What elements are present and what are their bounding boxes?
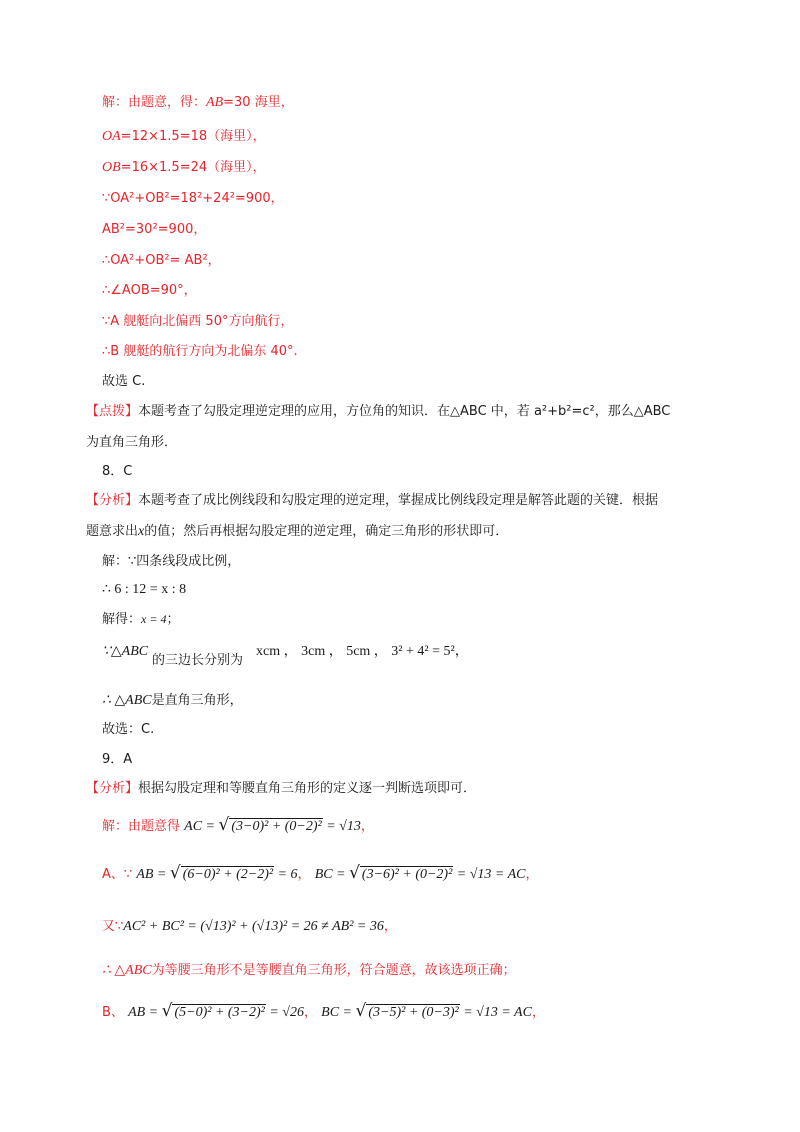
q9-b-rhs1: = √26 xyxy=(265,1005,304,1020)
q9-conclusion xyxy=(102,962,516,980)
q9-analysis-tag: 【分析】 xyxy=(86,781,139,796)
q7-line-7: ∴∠AOB=90°， xyxy=(102,283,197,298)
q9-b-radicand1: (5−0)² + (3−2)² xyxy=(174,1005,265,1020)
q9-b-lhs1: AB = xyxy=(128,1005,162,1020)
q9-option-a-post: ， xyxy=(525,867,539,882)
q9-again-label: 又∵ xyxy=(102,919,124,934)
q9-number: 9．A xyxy=(102,752,133,767)
q8-solution-3-pre: 解得： xyxy=(102,612,142,627)
q7-line-3-var: OB xyxy=(102,160,121,175)
q7-line-1-rest: =30 海里， xyxy=(223,95,294,110)
q9-a-lhs1: AB = xyxy=(136,867,170,882)
q8-solution-3 xyxy=(102,610,179,629)
q7-comment-line-2: 为直角三角形． xyxy=(86,435,178,450)
q7-comment-line-1 xyxy=(86,403,670,421)
q9-conclusion-pre: ∴ △ABC xyxy=(102,963,152,978)
q9-a-rhs1: = 6 xyxy=(274,867,298,882)
q9-option-a-math-1 xyxy=(136,863,298,883)
sqrt-symbol: √ (3−0)² + (0−2)² xyxy=(218,815,322,835)
q8-analysis-line-2 xyxy=(86,523,508,541)
q8-solution-3-math: x = 4 xyxy=(141,612,167,626)
q8-analysis-line-1 xyxy=(86,492,658,510)
q7-line-3 xyxy=(102,159,266,177)
q7-line-5: AB²=30²=900， xyxy=(102,222,207,237)
q9-analysis-text: 根据勾股定理和等腰直角三角形的定义逐一判断选项即可． xyxy=(138,781,477,796)
q9-option-a-sep: ， xyxy=(297,867,311,882)
q8-analysis-2-pre: 题意求出 xyxy=(86,524,139,539)
q9-solution-1-pre: 解：由题意得 xyxy=(102,819,181,834)
q8-solution-1: 解：∵四条线段成比例， xyxy=(102,554,241,569)
q9-b-rhs2: = √13 = AC xyxy=(459,1005,532,1020)
q7-comment-tag: 【点拨】 xyxy=(86,404,139,419)
q9-option-b xyxy=(102,1002,545,1022)
q9-a-radicand1: (6−0)² + (2−2)² xyxy=(182,867,274,882)
q9-s1-lhs: AC = xyxy=(184,819,219,834)
q9-option-a-label: A、∵ xyxy=(102,867,133,882)
q9-solution-1-math xyxy=(184,815,361,835)
q9-analysis-line xyxy=(86,780,476,798)
q9-option-b-post: ， xyxy=(531,1005,545,1020)
q9-option-b-math-2 xyxy=(321,1001,532,1021)
q8-solution-4-sides: xcm ， 3cm ， 5cm ， 3² + 4² = 5²， xyxy=(256,644,469,659)
q8-solution-3-post: ； xyxy=(166,612,180,627)
q9-a-rhs2: = √13 = AC xyxy=(453,867,526,882)
sqrt-symbol: √ (5−0)² + (3−2)² xyxy=(161,1001,265,1021)
q9-option-a xyxy=(102,864,539,884)
q9-solution-1 xyxy=(102,816,374,836)
q9-b-radicand2: (3−5)² + (0−3)² xyxy=(368,1005,459,1020)
q9-again-post: ， xyxy=(383,919,397,934)
q8-solution-4 xyxy=(102,643,148,661)
q7-line-2-var: OA xyxy=(102,129,121,144)
q8-analysis-text-1: 本题考查了成比例线段和勾股定理的逆定理，掌握成比例线段定理是解答此题的关键．根据 xyxy=(138,493,659,508)
q7-line-2-rest: =12×1.5=18（海里）， xyxy=(120,129,266,144)
q7-line-1 xyxy=(102,94,294,112)
q9-option-b-math-1 xyxy=(128,1001,304,1021)
q8-number: 8．C xyxy=(102,464,133,479)
q8-analysis-2-var: x xyxy=(138,524,145,539)
q9-option-b-sep: ， xyxy=(304,1005,318,1020)
q7-line-2 xyxy=(102,128,266,146)
q8-solution-5-post: 是直角三角形， xyxy=(151,693,243,708)
q8-solution-4-mid: 的三边长分别为 xyxy=(152,653,244,668)
q9-s1-radicand: (3−0)² + (0−2)² xyxy=(231,819,322,834)
sqrt-symbol: √ (3−6)² + (0−2)² xyxy=(349,863,453,883)
q9-a-radicand2: (3−6)² + (0−2)² xyxy=(361,867,453,882)
q9-conclusion-post: 为等腰三角形不是等腰直角三角形，符合题意，故该选项正确； xyxy=(151,963,516,978)
q7-line-8: ∵A 舰艇向北偏西 50°方向航行， xyxy=(102,314,294,329)
q8-solution-4-pre: ∵△ABC xyxy=(102,644,149,659)
q8-solution-5-pre: ∴ △ABC xyxy=(102,693,152,708)
q8-solution-2: ∴ 6 : 12 = x : 8 xyxy=(102,582,187,597)
q7-line-4: ∵OA²+OB²=18²+24²=900， xyxy=(102,191,284,206)
q7-line-1-prefix: 解：由题意，得： xyxy=(102,95,207,110)
q8-analysis-2-post: 的值；然后再根据勾股定理的逆定理，确定三角形的形状即可． xyxy=(144,524,509,539)
q9-s1-rhs: = √13 xyxy=(322,819,361,834)
q7-line-1-var: AB xyxy=(206,95,224,110)
q9-b-lhs2: BC = xyxy=(321,1005,356,1020)
q8-analysis-tag: 【分析】 xyxy=(86,493,139,508)
q8-solution-6: 故选：C. xyxy=(102,722,155,737)
q7-line-6: ∴OA²+OB²= AB²， xyxy=(102,253,221,268)
q9-solution-1-post: ， xyxy=(360,819,374,834)
q7-line-3-rest: =16×1.5=24（海里）， xyxy=(120,160,266,175)
q8-solution-5 xyxy=(102,692,243,710)
q7-line-9: ∴B 舰艇的航行方向为北偏东 40°. xyxy=(102,344,298,359)
sqrt-symbol: √ (3−5)² + (0−3)² xyxy=(355,1001,459,1021)
q8-solution-4b xyxy=(152,652,243,670)
q9-option-a-math-2 xyxy=(314,863,526,883)
q9-again-math: AC² + BC² = (√13)² + (√13)² = 26 ≠ AB² = 36 xyxy=(123,919,384,934)
sqrt-symbol: √ (6−0)² + (2−2)² xyxy=(169,863,274,883)
q7-comment-text-1: 本题考查了勾股定理逆定理的应用，方位角的知识．在△ABC 中，若 a²+b²=c²，那么△ABC xyxy=(138,404,671,419)
q7-line-10: 故选 C. xyxy=(102,374,146,389)
q9-a-lhs2: BC = xyxy=(314,867,350,882)
q9-again-line xyxy=(102,918,397,936)
q9-option-b-label: B、 xyxy=(102,1005,124,1020)
